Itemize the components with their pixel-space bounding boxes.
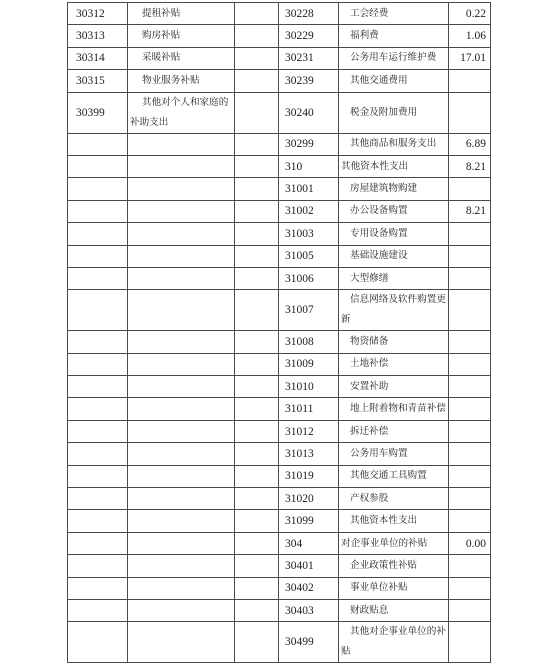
left-name-cell	[128, 420, 235, 442]
left-amount-cell	[235, 398, 279, 420]
table-row	[68, 376, 491, 398]
left-code-cell	[68, 267, 128, 289]
left-code-cell	[68, 555, 128, 577]
left-amount-cell	[235, 267, 279, 289]
left-name-cell	[128, 267, 235, 289]
left-name-cell	[128, 200, 235, 222]
table-row	[68, 532, 491, 554]
left-code-cell	[68, 290, 128, 331]
left-code-cell	[68, 599, 128, 621]
table-row	[68, 420, 491, 442]
left-name-cell	[128, 353, 235, 375]
left-name-cell: 物业服务补贴	[128, 70, 235, 92]
right-amount-cell	[449, 376, 491, 398]
budget-table	[67, 2, 491, 663]
left-amount-cell	[235, 622, 279, 663]
table-row	[68, 510, 491, 532]
left-amount-cell	[235, 290, 279, 331]
table-row	[68, 465, 491, 487]
left-code-cell: 30315	[68, 70, 128, 92]
left-name-cell	[128, 178, 235, 200]
left-code-cell: 30314	[68, 47, 128, 69]
right-name-cell: 安置补助	[339, 376, 449, 398]
left-code-cell	[68, 331, 128, 353]
table-row	[68, 398, 491, 420]
left-amount-cell	[235, 510, 279, 532]
right-code-cell: 31099	[279, 510, 339, 532]
left-code-cell	[68, 465, 128, 487]
table-row	[68, 178, 491, 200]
table-row	[68, 622, 491, 663]
right-code-cell: 31019	[279, 465, 339, 487]
table-row	[68, 223, 491, 245]
left-name-cell: 购房补贴	[128, 25, 235, 47]
table-row	[68, 92, 491, 133]
left-name-cell	[128, 155, 235, 177]
right-name-cell: 企业政策性补贴	[339, 555, 449, 577]
table-row	[68, 25, 491, 47]
right-amount-cell	[449, 331, 491, 353]
left-name-cell	[128, 577, 235, 599]
right-code-cell: 31008	[279, 331, 339, 353]
left-code-cell	[68, 223, 128, 245]
right-amount-cell: 0.22	[449, 3, 491, 25]
left-name-cell	[128, 376, 235, 398]
right-code-cell: 31010	[279, 376, 339, 398]
table-row	[68, 577, 491, 599]
left-name-cell: 其他对个人和家庭的补助支出	[128, 92, 235, 133]
right-code-cell: 30229	[279, 25, 339, 47]
right-code-cell: 31005	[279, 245, 339, 267]
budget-table-body	[68, 3, 491, 663]
right-name-cell: 大型修缮	[339, 267, 449, 289]
table-row	[68, 245, 491, 267]
right-amount-cell	[449, 555, 491, 577]
left-code-cell	[68, 398, 128, 420]
right-amount-cell: 8.21	[449, 200, 491, 222]
right-amount-cell	[449, 420, 491, 442]
left-name-cell	[128, 599, 235, 621]
left-code-cell	[68, 420, 128, 442]
right-amount-cell	[449, 178, 491, 200]
table-row	[68, 3, 491, 25]
left-code-cell	[68, 133, 128, 155]
left-name-cell: 提租补贴	[128, 3, 235, 25]
right-name-cell: 其他交通费用	[339, 70, 449, 92]
left-code-cell	[68, 200, 128, 222]
left-code-cell	[68, 577, 128, 599]
table-row	[68, 133, 491, 155]
table-row	[68, 353, 491, 375]
right-name-cell: 房屋建筑物购建	[339, 178, 449, 200]
right-name-cell: 对企事业单位的补贴	[339, 532, 449, 554]
left-amount-cell	[235, 47, 279, 69]
right-code-cell: 31007	[279, 290, 339, 331]
right-amount-cell	[449, 70, 491, 92]
right-amount-cell	[449, 290, 491, 331]
table-row	[68, 200, 491, 222]
left-code-cell	[68, 376, 128, 398]
right-name-cell: 工会经费	[339, 3, 449, 25]
right-amount-cell	[449, 443, 491, 465]
left-amount-cell	[235, 353, 279, 375]
left-name-cell	[128, 532, 235, 554]
right-name-cell: 公务用车运行维护费	[339, 47, 449, 69]
left-name-cell: 采暖补贴	[128, 47, 235, 69]
left-code-cell: 30313	[68, 25, 128, 47]
right-name-cell: 公务用车购置	[339, 443, 449, 465]
right-code-cell: 31003	[279, 223, 339, 245]
right-code-cell: 30403	[279, 599, 339, 621]
left-amount-cell	[235, 25, 279, 47]
right-name-cell: 地上附着物和青苗补偿	[339, 398, 449, 420]
right-code-cell: 31012	[279, 420, 339, 442]
left-code-cell: 30399	[68, 92, 128, 133]
right-name-cell: 福利费	[339, 25, 449, 47]
left-amount-cell	[235, 577, 279, 599]
right-code-cell: 31006	[279, 267, 339, 289]
right-name-cell: 其他资本性支出	[339, 510, 449, 532]
right-code-cell: 30231	[279, 47, 339, 69]
right-code-cell: 31020	[279, 488, 339, 510]
table-row	[68, 47, 491, 69]
right-code-cell: 31011	[279, 398, 339, 420]
table-row	[68, 443, 491, 465]
right-code-cell: 31001	[279, 178, 339, 200]
left-amount-cell	[235, 3, 279, 25]
left-amount-cell	[235, 376, 279, 398]
right-amount-cell: 6.89	[449, 133, 491, 155]
left-code-cell	[68, 155, 128, 177]
left-amount-cell	[235, 70, 279, 92]
left-amount-cell	[235, 599, 279, 621]
right-name-cell: 其他交通工具购置	[339, 465, 449, 487]
left-code-cell: 30312	[68, 3, 128, 25]
left-amount-cell	[235, 465, 279, 487]
right-amount-cell	[449, 599, 491, 621]
right-amount-cell	[449, 510, 491, 532]
left-name-cell	[128, 398, 235, 420]
left-code-cell	[68, 178, 128, 200]
right-amount-cell	[449, 488, 491, 510]
left-name-cell	[128, 290, 235, 331]
left-amount-cell	[235, 555, 279, 577]
right-code-cell: 30401	[279, 555, 339, 577]
left-amount-cell	[235, 178, 279, 200]
table-row	[68, 555, 491, 577]
left-name-cell	[128, 223, 235, 245]
left-code-cell	[68, 488, 128, 510]
table-row	[68, 331, 491, 353]
table-row	[68, 488, 491, 510]
right-name-cell: 产权参股	[339, 488, 449, 510]
right-amount-cell	[449, 622, 491, 663]
left-amount-cell	[235, 200, 279, 222]
right-name-cell: 其他资本性支出	[339, 155, 449, 177]
left-code-cell	[68, 443, 128, 465]
right-code-cell: 30240	[279, 92, 339, 133]
left-code-cell	[68, 622, 128, 663]
right-name-cell: 信息网络及软件购置更新	[339, 290, 449, 331]
left-name-cell	[128, 488, 235, 510]
right-name-cell: 拆迁补偿	[339, 420, 449, 442]
right-amount-cell	[449, 465, 491, 487]
table-row	[68, 290, 491, 331]
left-name-cell	[128, 443, 235, 465]
right-code-cell: 31002	[279, 200, 339, 222]
left-name-cell	[128, 555, 235, 577]
right-name-cell: 专用设备购置	[339, 223, 449, 245]
right-name-cell: 物资储备	[339, 331, 449, 353]
right-code-cell: 30228	[279, 3, 339, 25]
table-row	[68, 155, 491, 177]
right-amount-cell	[449, 577, 491, 599]
right-name-cell: 办公设备购置	[339, 200, 449, 222]
left-code-cell	[68, 532, 128, 554]
right-name-cell: 基础设施建设	[339, 245, 449, 267]
right-code-cell: 30402	[279, 577, 339, 599]
right-name-cell: 其他对企事业单位的补贴	[339, 622, 449, 663]
right-amount-cell: 17.01	[449, 47, 491, 69]
left-name-cell	[128, 465, 235, 487]
table-row	[68, 267, 491, 289]
right-amount-cell	[449, 353, 491, 375]
left-name-cell	[128, 622, 235, 663]
left-amount-cell	[235, 92, 279, 133]
right-amount-cell	[449, 92, 491, 133]
right-code-cell: 310	[279, 155, 339, 177]
left-amount-cell	[235, 133, 279, 155]
right-amount-cell	[449, 398, 491, 420]
left-name-cell	[128, 331, 235, 353]
right-code-cell: 31013	[279, 443, 339, 465]
left-amount-cell	[235, 420, 279, 442]
left-code-cell	[68, 353, 128, 375]
right-name-cell: 其他商品和服务支出	[339, 133, 449, 155]
right-code-cell: 30239	[279, 70, 339, 92]
right-amount-cell: 1.06	[449, 25, 491, 47]
right-code-cell: 31009	[279, 353, 339, 375]
left-name-cell	[128, 245, 235, 267]
left-amount-cell	[235, 245, 279, 267]
right-name-cell: 财政贴息	[339, 599, 449, 621]
right-code-cell: 304	[279, 532, 339, 554]
right-name-cell: 税金及附加费用	[339, 92, 449, 133]
table-row	[68, 70, 491, 92]
right-amount-cell	[449, 245, 491, 267]
left-amount-cell	[235, 443, 279, 465]
left-amount-cell	[235, 223, 279, 245]
right-code-cell: 30499	[279, 622, 339, 663]
left-name-cell	[128, 510, 235, 532]
left-amount-cell	[235, 155, 279, 177]
right-amount-cell: 8.21	[449, 155, 491, 177]
right-name-cell: 土地补偿	[339, 353, 449, 375]
left-code-cell	[68, 245, 128, 267]
right-amount-cell	[449, 223, 491, 245]
left-code-cell	[68, 510, 128, 532]
right-amount-cell	[449, 267, 491, 289]
right-code-cell: 30299	[279, 133, 339, 155]
left-amount-cell	[235, 331, 279, 353]
left-amount-cell	[235, 488, 279, 510]
left-amount-cell	[235, 532, 279, 554]
left-name-cell	[128, 133, 235, 155]
right-amount-cell: 0.00	[449, 532, 491, 554]
table-row	[68, 599, 491, 621]
right-name-cell: 事业单位补贴	[339, 577, 449, 599]
